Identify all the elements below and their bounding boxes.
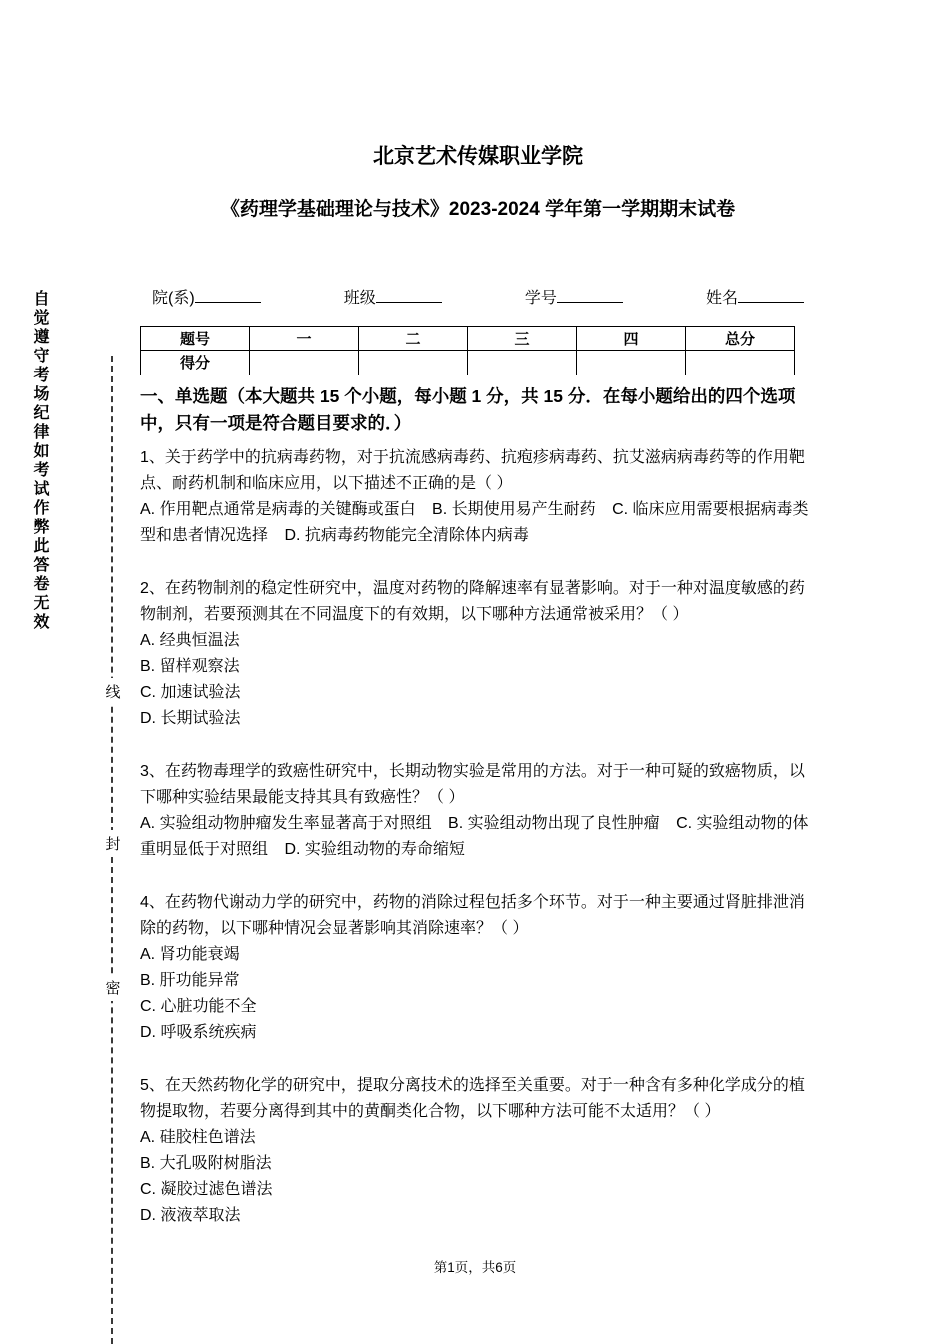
seal-char-mi: 密 (103, 974, 123, 1001)
question-4-option-b: B. 肝功能异常 (140, 971, 240, 989)
question-2-options (140, 628, 816, 732)
score-table (140, 326, 795, 375)
score-table-cell-empty-3 (468, 351, 577, 375)
question-2-option-a: A. 经典恒温法 (140, 631, 240, 649)
score-table-cell-part2: 二 (359, 327, 468, 351)
score-table-cell-part1: 一 (250, 327, 359, 351)
question-1-option-b: B. 长期使用易产生耐药 (432, 500, 596, 518)
question-3-option-d: D. 实验组动物的寿命缩短 (284, 840, 465, 858)
question-3 (140, 759, 816, 863)
question-4 (140, 890, 816, 1046)
score-table-cell-score-label: 得分 (141, 351, 250, 375)
score-table-score-row (141, 351, 795, 375)
name-blank (738, 289, 804, 303)
score-table-cell-empty-1 (250, 351, 359, 375)
exam-title: 《药理学基础理论与技术》2023-2024 学年第一学期期末试卷 (220, 199, 736, 220)
question-5-option-b: B. 大孔吸附树脂法 (140, 1154, 272, 1172)
question-2-option-b: B. 留样观察法 (140, 657, 240, 675)
question-1-option-c: C. 临床应用需要根据病毒类型和患者情况选择 (140, 500, 809, 544)
page-number-footer: 第1页，共6页 (433, 1260, 517, 1275)
question-3-option-b: B. 实验组动物出现了良性肿瘤 (448, 814, 660, 832)
name-label: 姓名 (705, 290, 738, 307)
department-blank (195, 289, 261, 303)
question-5-option-c: C. 凝胶过滤色谱法 (140, 1180, 273, 1198)
question-1-stem: 1、关于药学中的抗病毒药物，对于抗流感病毒药、抗疱疹病毒药、抗艾滋病病毒药等的作用靶点、耐药机制和临床应用，以下描述不正确的是（ ） (140, 448, 805, 492)
score-table-cell-total: 总分 (686, 327, 795, 351)
school-title: 北京艺术传媒职业学院 (373, 145, 583, 168)
main-content (140, 140, 816, 1256)
question-1-option-d: D. 抗病毒药物能完全清除体内病毒 (284, 526, 529, 544)
question-5-option-d: D. 液液萃取法 (140, 1206, 241, 1224)
seal-char-xian: 线 (103, 678, 123, 705)
section-heading: 一、单选题（本大题共 15 个小题，每小题 1 分，共 15 分．在每小题给出的四个选项中，只有一项是符合题目要求的．） (140, 385, 796, 433)
question-2-option-c: C. 加速试验法 (140, 683, 241, 701)
question-4-option-d: D. 呼吸系统疾病 (140, 1023, 257, 1041)
question-2-option-d: D. 长期试验法 (140, 709, 241, 727)
score-table-cell-empty-5 (686, 351, 795, 375)
question-5-option-a: A. 硅胶柱色谱法 (140, 1128, 256, 1146)
department-label: 院(系) (152, 290, 195, 307)
class-field (344, 285, 442, 308)
question-5-options (140, 1125, 816, 1229)
question-3-option-c: C. 实验组动物的体重明显低于对照组 (140, 814, 809, 858)
question-5 (140, 1073, 816, 1229)
question-4-stem: 4、在药物代谢动力学的研究中，药物的消除过程包括多个环节。对于一种主要通过肾脏排泄消除的药物，以下哪种情况会显著影响其消除速率？（ ） (140, 893, 805, 937)
score-table-header-row (141, 327, 795, 351)
name-field (706, 285, 804, 308)
student-id-blank (557, 289, 623, 303)
question-4-option-a: A. 肾功能衰竭 (140, 945, 240, 963)
score-table-cell-empty-2 (359, 351, 468, 375)
question-3-option-a: A. 实验组动物肿瘤发生率显著高于对照组 (140, 814, 432, 832)
question-4-option-c: C. 心脏功能不全 (140, 997, 257, 1015)
question-3-options (140, 811, 816, 863)
question-1 (140, 445, 816, 549)
class-blank (376, 289, 442, 303)
question-3-stem: 3、在药物毒理学的致癌性研究中，长期动物实验是常用的方法。对于一种可疑的致癌物质，以下哪种实验结果最能支持其具有致癌性？（ ） (140, 762, 805, 806)
question-5-stem: 5、在天然药物化学的研究中，提取分离技术的选择至关重要。对于一种含有多种化学成分的植物提取物，若要分离得到其中的黄酮类化合物，以下哪种方法可能不太适用？（ ） (140, 1076, 805, 1120)
question-4-options (140, 942, 816, 1046)
score-table-cell-part4: 四 (577, 327, 686, 351)
department-field (152, 285, 261, 308)
student-info-row (140, 285, 816, 308)
question-1-options (140, 497, 816, 549)
score-table-cell-part3: 三 (468, 327, 577, 351)
question-2-stem: 2、在药物制剂的稳定性研究中，温度对药物的降解速率有显著影响。对于一种对温度敏感的药物制剂，若要预测其在不同温度下的有效期，以下哪种方法通常被采用？（ ） (140, 579, 805, 623)
student-id-label: 学号 (524, 290, 557, 307)
question-2 (140, 576, 816, 732)
seal-char-feng: 封 (103, 830, 123, 857)
score-table-cell-question-no: 题号 (141, 327, 250, 351)
class-label: 班级 (343, 290, 376, 307)
question-1-option-a: A. 作用靶点通常是病毒的关键酶或蛋白 (140, 500, 416, 518)
score-table-cell-empty-4 (577, 351, 686, 375)
student-id-field (525, 285, 623, 308)
discipline-notice-vertical-text: 自觉遵守考场纪律如考试作弊此答卷无效 (31, 290, 48, 632)
